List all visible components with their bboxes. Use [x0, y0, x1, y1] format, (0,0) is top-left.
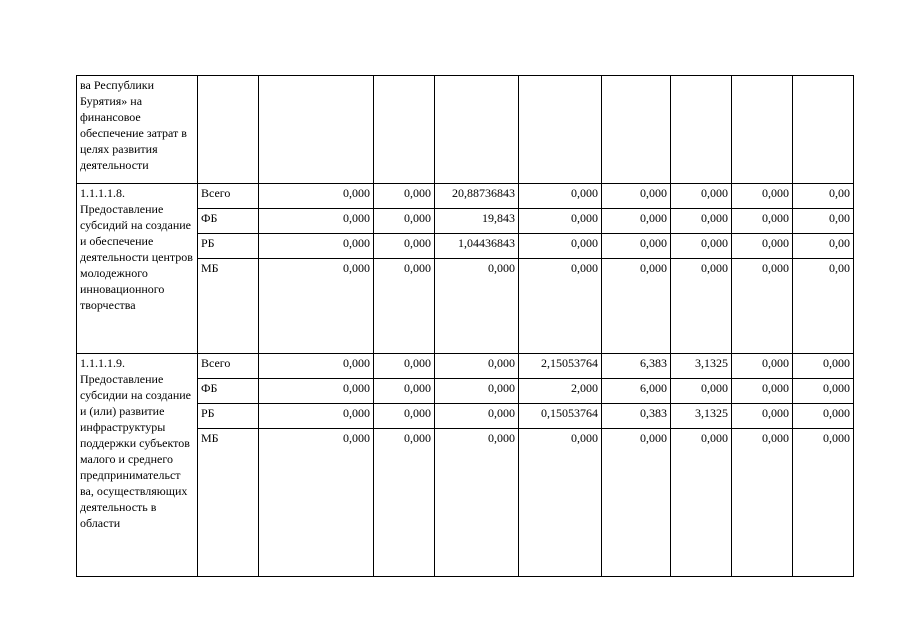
value-cell: 0,000 [732, 234, 793, 259]
empty-cell [732, 76, 793, 184]
value-cell: 0,000 [259, 209, 374, 234]
empty-cell [519, 76, 602, 184]
value-cell: 0,000 [374, 404, 435, 429]
value-cell: 0,000 [259, 354, 374, 379]
table-row [77, 76, 854, 184]
value-cell: 0,000 [671, 234, 732, 259]
value-cell: 0,000 [259, 404, 374, 429]
value-cell: 0,000 [435, 404, 519, 429]
source-cell: Всего [198, 354, 259, 379]
value-cell: 0,000 [671, 209, 732, 234]
value-cell: 0,000 [374, 234, 435, 259]
value-cell: 0,000 [519, 259, 602, 354]
value-cell: 0,00 [793, 184, 854, 209]
source-cell: ФБ [198, 379, 259, 404]
value-cell: 6,383 [602, 354, 671, 379]
value-cell: 0,000 [259, 184, 374, 209]
value-cell: 0,000 [602, 429, 671, 577]
value-cell: 0,000 [602, 184, 671, 209]
value-cell: 0,00 [793, 234, 854, 259]
value-cell: 0,000 [259, 379, 374, 404]
source-cell: ФБ [198, 209, 259, 234]
budget-table [76, 75, 854, 577]
value-cell: 0,000 [259, 259, 374, 354]
value-cell: 0,000 [519, 184, 602, 209]
empty-cell [671, 76, 732, 184]
value-cell: 0,000 [793, 354, 854, 379]
row-description: 1.1.1.1.8. Предоставление субсидий на создание и обеспечение деятельности центров молодежного инновационного творчества [77, 184, 198, 354]
value-cell: 2,000 [519, 379, 602, 404]
empty-cell [198, 76, 259, 184]
value-cell: 0,383 [602, 404, 671, 429]
value-cell: 19,843 [435, 209, 519, 234]
value-cell: 0,000 [732, 379, 793, 404]
value-cell: 0,000 [793, 404, 854, 429]
value-cell: 0,000 [602, 209, 671, 234]
table-row [77, 184, 854, 209]
value-cell: 0,000 [602, 234, 671, 259]
value-cell: 20,88736843 [435, 184, 519, 209]
value-cell: 0,000 [519, 429, 602, 577]
source-cell: Всего [198, 184, 259, 209]
value-cell: 0,000 [259, 234, 374, 259]
value-cell: 3,1325 [671, 354, 732, 379]
value-cell: 0,000 [435, 379, 519, 404]
value-cell: 1,04436843 [435, 234, 519, 259]
value-cell: 0,00 [793, 209, 854, 234]
value-cell: 0,000 [519, 209, 602, 234]
value-cell: 0,00 [793, 259, 854, 354]
value-cell: 0,000 [732, 209, 793, 234]
source-cell: МБ [198, 429, 259, 577]
value-cell: 6,000 [602, 379, 671, 404]
value-cell: 0,000 [374, 379, 435, 404]
value-cell: 0,000 [435, 259, 519, 354]
row-description: ва Республики Бурятия» на финансовое обеспечение затрат в целях развития деятельности [77, 76, 198, 184]
source-cell: МБ [198, 259, 259, 354]
empty-cell [259, 76, 374, 184]
source-cell: РБ [198, 404, 259, 429]
value-cell: 0,000 [519, 234, 602, 259]
table-row [77, 354, 854, 379]
value-cell: 0,000 [732, 354, 793, 379]
value-cell: 0,000 [435, 429, 519, 577]
value-cell: 0,000 [671, 429, 732, 577]
value-cell: 0,000 [602, 259, 671, 354]
value-cell: 0,000 [259, 429, 374, 577]
value-cell: 0,000 [671, 184, 732, 209]
value-cell: 0,000 [732, 184, 793, 209]
empty-cell [602, 76, 671, 184]
row-description: 1.1.1.1.9. Предоставление субсидии на создание и (или) развитие инфраструктуры поддержки субъектов малого и среднего предпринимательст ва, осуществляющих деятельность в области [77, 354, 198, 577]
value-cell: 0,000 [374, 259, 435, 354]
value-cell: 0,000 [435, 354, 519, 379]
value-cell: 0,000 [671, 379, 732, 404]
value-cell: 0,15053764 [519, 404, 602, 429]
value-cell: 0,000 [374, 354, 435, 379]
empty-cell [374, 76, 435, 184]
value-cell: 2,15053764 [519, 354, 602, 379]
value-cell: 0,000 [732, 404, 793, 429]
value-cell: 0,000 [671, 259, 732, 354]
empty-cell [793, 76, 854, 184]
value-cell: 0,000 [793, 429, 854, 577]
source-cell: РБ [198, 234, 259, 259]
value-cell: 0,000 [374, 209, 435, 234]
value-cell: 0,000 [374, 184, 435, 209]
value-cell: 3,1325 [671, 404, 732, 429]
value-cell: 0,000 [374, 429, 435, 577]
value-cell: 0,000 [732, 429, 793, 577]
value-cell: 0,000 [732, 259, 793, 354]
value-cell: 0,000 [793, 379, 854, 404]
empty-cell [435, 76, 519, 184]
